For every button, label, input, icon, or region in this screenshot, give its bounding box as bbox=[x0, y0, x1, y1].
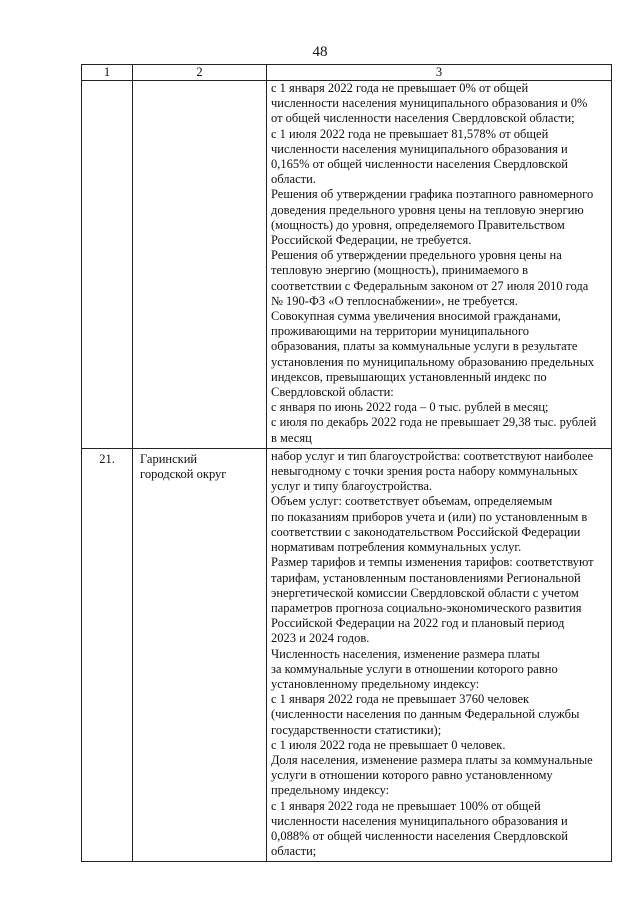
text-line: 0,088% от общей численности населения Свердловской bbox=[271, 828, 568, 843]
text-line: услуги в отношении которого равно установленному bbox=[271, 768, 553, 783]
row-21-number: 21. bbox=[82, 448, 133, 861]
text-line: с 1 января 2022 года не превышает 0% от общей bbox=[271, 81, 529, 95]
text-line: Российской Федерации на 2022 год и плановый период bbox=[271, 616, 565, 631]
text-line: с января по июнь 2022 года – 0 тыс. рублей в месяц; bbox=[271, 400, 549, 415]
text-line: доведения предельного уровня цены на тепловую энергию bbox=[271, 202, 584, 217]
text-line: параметров прогноза социально-экономического развития bbox=[271, 600, 582, 615]
text-line: 2023 и 2024 годов. bbox=[271, 631, 370, 646]
row-21-text bbox=[267, 448, 612, 861]
table-row-continued bbox=[82, 81, 612, 449]
text-line: Решения об утверждении графика поэтапного равномерного bbox=[271, 187, 594, 202]
text-line: № 190-ФЗ «О теплоснабжении», не требуется. bbox=[271, 293, 518, 308]
text-line: с 1 января 2022 года не превышает 100% от общей bbox=[271, 798, 541, 813]
row-cont-lines bbox=[271, 81, 607, 446]
text-line: по показаниям приборов учета и (или) по установленным в bbox=[271, 509, 588, 524]
row-cont-text bbox=[267, 81, 612, 449]
header-col-2: 2 bbox=[133, 65, 267, 81]
text-line: (численности населения по данным Федеральной службы bbox=[271, 707, 580, 722]
text-line: численности населения муниципального образования и 0% bbox=[271, 96, 588, 111]
text-line: с июля по декабрь 2022 года не превышает 29,38 тыс. рублей bbox=[271, 415, 597, 430]
text-line: (мощность) до уровня, определяемого Правительством bbox=[271, 217, 565, 232]
text-line: в месяц bbox=[271, 430, 312, 445]
row-21-lines bbox=[271, 449, 607, 859]
text-line: набор услуг и тип благоустройства: соответствуют наиболее bbox=[271, 448, 594, 463]
text-line: нормативам потребления коммунальных услуг. bbox=[271, 540, 522, 555]
text-line: установленному предельному индексу: bbox=[271, 676, 480, 691]
text-line: тарифам, установленным постановлениями Региональной bbox=[271, 570, 581, 585]
text-line: невыгодному с точки зрения роста набору коммунальных bbox=[271, 464, 578, 479]
text-line: за коммунальные услуги в отношении которого равно bbox=[271, 661, 558, 676]
text-line: услуг и типу благоустройства. bbox=[271, 479, 433, 494]
header-col-3: 3 bbox=[267, 65, 612, 81]
text-line: установления по муниципальному образованию предельных bbox=[271, 354, 595, 369]
text-line: с 1 июля 2022 года не превышает 0 человек. bbox=[271, 737, 506, 752]
text-line: Доля населения, изменение размера платы за коммунальные bbox=[271, 752, 593, 767]
text-line: Численность населения, изменение размера платы bbox=[271, 646, 540, 661]
header-col-1: 1 bbox=[82, 65, 133, 81]
text-line: государственности статистики); bbox=[271, 722, 442, 737]
text-line: с 1 января 2022 года не превышает 3760 человек bbox=[271, 692, 530, 707]
text-line: Российской Федерации, не требуется. bbox=[271, 233, 472, 248]
text-line: соответствии с Федеральным законом от 27 июля 2010 года bbox=[271, 278, 589, 293]
text-line: области; bbox=[271, 844, 317, 859]
text-line: Совокупная сумма увеличения вносимой гражданами, bbox=[271, 309, 561, 324]
text-line: численности населения муниципального образования и bbox=[271, 813, 568, 828]
text-line: Свердловской области: bbox=[271, 385, 394, 400]
text-line: области. bbox=[271, 172, 316, 187]
text-line: образования, платы за коммунальные услуги в результате bbox=[271, 339, 578, 354]
row-21-name bbox=[133, 448, 267, 861]
text-line: индексов, превышающих установленный индекс по bbox=[271, 369, 547, 384]
page-number: 48 bbox=[312, 44, 328, 60]
text-line: предельному индексу: bbox=[271, 783, 390, 798]
text-line: соответствии с законодательством Российской Федерации bbox=[271, 524, 581, 539]
text-line: 0,165% от общей численности населения Свердловской bbox=[271, 157, 568, 172]
row-cont-name bbox=[133, 81, 267, 449]
text-line: с 1 июля 2022 года не превышает 81,578% от общей bbox=[271, 126, 549, 141]
text-line: Размер тарифов и темпы изменения тарифов: соответствуют bbox=[271, 555, 594, 570]
table-header-row bbox=[82, 65, 612, 81]
table-row-21 bbox=[82, 448, 612, 861]
tariff-table bbox=[81, 64, 612, 862]
text-line: от общей численности населения Свердловской области; bbox=[271, 111, 575, 126]
text-line: численности населения муниципального образования и bbox=[271, 141, 568, 156]
row-21-name-line2: городской округ bbox=[140, 467, 227, 482]
text-line: Объем услуг: соответствует объемам, определяемым bbox=[271, 494, 553, 509]
text-line: проживающими на территории муниципального bbox=[271, 324, 529, 339]
row-21-name-line1: Гаринский bbox=[140, 451, 198, 466]
text-line: Решения об утверждении предельного уровня цены на bbox=[271, 248, 562, 263]
text-line: тепловую энергию (мощность), принимаемого в bbox=[271, 263, 529, 278]
row-cont-number bbox=[82, 81, 133, 449]
text-line: энергетической комиссии Свердловской области с учетом bbox=[271, 585, 579, 600]
